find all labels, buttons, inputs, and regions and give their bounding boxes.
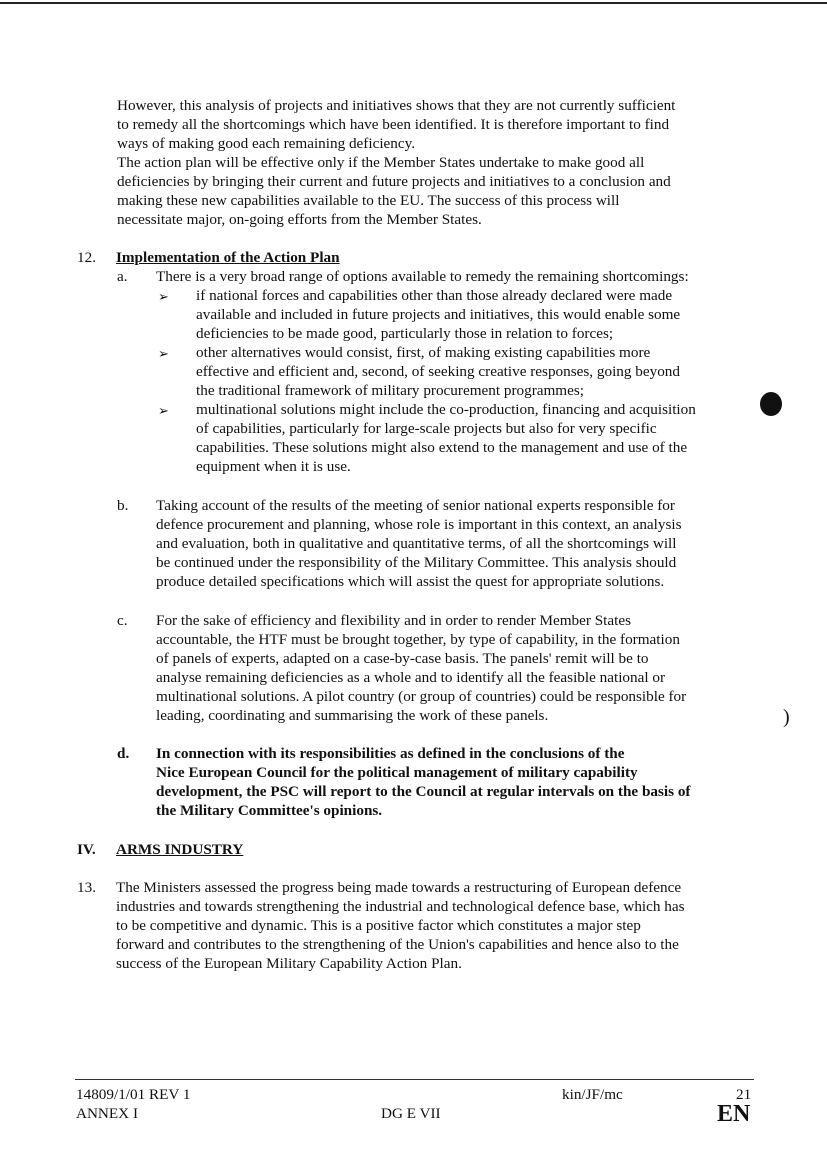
- item-c-line: multinational solutions. A pilot country (or group of countries) could be responsible for: [156, 688, 687, 705]
- item-d-line: the Military Committee's opinions.: [156, 802, 383, 819]
- bullet-1: [196, 286, 680, 343]
- footer-doc-ref: 14809/1/01 REV 1: [76, 1086, 191, 1103]
- item-b-line: defence procurement and planning, whose role is important in this context, an analysis: [156, 516, 682, 533]
- item-b-line: produce detailed specifications which will assist the quest for appropriate solutions.: [156, 573, 665, 590]
- intro-line: However, this analysis of projects and initiatives shows that they are not currently sufficient: [117, 97, 676, 114]
- intro-line: to remedy all the shortcomings which have been identified. It is therefore important to find: [117, 116, 670, 133]
- item-d-line: development, the PSC will report to the Council at regular intervals on the basis of: [156, 783, 691, 800]
- item-c-line: of panels of experts, adapted on a case-by-case basis. The panels' remit will be to: [156, 650, 649, 667]
- item-b-label: b.: [117, 497, 129, 514]
- section-iv-heading: ARMS INDUSTRY: [116, 841, 244, 858]
- section-13-number: 13.: [77, 879, 96, 896]
- intro-line: necessitate major, on-going efforts from the Member States.: [117, 211, 482, 228]
- item-d-label: d.: [117, 745, 130, 762]
- section-13-line: forward and contributes to the strengthening of the Union's capabilities and hence also to the: [116, 936, 679, 953]
- intro-paragraph: [117, 96, 675, 229]
- item-c-line: For the sake of efficiency and flexibility and in order to render Member States: [156, 612, 632, 629]
- section-13-line: success of the European Military Capability Action Plan.: [116, 955, 462, 972]
- section-13-text: [116, 878, 685, 973]
- item-a-label: a.: [117, 268, 128, 285]
- bullet-arrow-icon: ➢: [158, 346, 169, 361]
- item-c-line: leading, coordinating and summarising the work of these panels.: [156, 707, 549, 724]
- footer-dg: DG E VII: [381, 1105, 441, 1122]
- bullet-2: [196, 343, 680, 400]
- bullet-line: equipment when it is use.: [196, 458, 351, 475]
- footer-initials: kin/JF/mc: [562, 1086, 623, 1103]
- intro-line: deficiencies by bringing their current and future projects and initiatives to a conclusion and: [117, 173, 671, 190]
- item-b-line: be continued under the responsibility of the Military Committee. This analysis should: [156, 554, 677, 571]
- section-13-line: industries and towards strengthening the industrial and technological defence base, which has: [116, 898, 685, 915]
- item-a-text: There is a very broad range of options available to remedy the remaining shortcomings:: [156, 268, 689, 285]
- bullet-arrow-icon: ➢: [158, 403, 169, 418]
- item-d-text: [156, 744, 691, 820]
- bullet-line: multinational solutions might include the co-production, financing and acquisition: [196, 401, 696, 418]
- footer-language: EN: [717, 1101, 751, 1127]
- item-b-text: [156, 496, 682, 591]
- item-d-line: Nice European Council for the political management of military capability: [156, 764, 638, 781]
- top-rule: [0, 2, 827, 4]
- item-c-line: accountable, the HTF must be brought together, by type of capability, in the formation: [156, 631, 680, 648]
- bullet-line: available and included in future projects and initiatives, this would enable some: [196, 306, 681, 323]
- bullet-line: effective and efficient and, second, of seeking creative responses, going beyond: [196, 363, 680, 380]
- ink-blot: [760, 392, 782, 416]
- bullet-line: if national forces and capabilities other than those already declared were made: [196, 287, 673, 304]
- bullet-line: of capabilities, particularly for large-scale projects but also for very specific: [196, 420, 657, 437]
- intro-line: The action plan will be effective only if the Member States undertake to make good all: [117, 154, 645, 171]
- intro-line: making these new capabilities available to the EU. The success of this process will: [117, 192, 620, 209]
- item-c-text: [156, 611, 686, 725]
- bullet-line: the traditional framework of military procurement programmes;: [196, 382, 584, 399]
- footer-annex: ANNEX I: [76, 1105, 139, 1122]
- footer-page-number: 21: [736, 1086, 752, 1103]
- bullet-line: other alternatives would consist, first, of making existing capabilities more: [196, 344, 651, 361]
- bullet-3: [196, 400, 696, 476]
- bullet-line: deficiencies to be made good, particularly those in relation to forces;: [196, 325, 614, 342]
- intro-line: ways of making good each remaining deficiency.: [117, 135, 416, 152]
- section-iv-number: IV.: [77, 841, 96, 858]
- item-b-line: and evaluation, both in qualitative and quantitative terms, of all the shortcomings will: [156, 535, 677, 552]
- section-13-line: to be competitive and dynamic. This is a positive factor which constitutes a major step: [116, 917, 641, 934]
- bullet-arrow-icon: ➢: [158, 289, 169, 304]
- section-12-number: 12.: [77, 249, 96, 266]
- item-c-label: c.: [117, 612, 128, 629]
- section-12-heading: Implementation of the Action Plan: [116, 249, 340, 266]
- footer-rule: [75, 1079, 754, 1080]
- item-d-line: In connection with its responsibilities as defined in the conclusions of the: [156, 745, 625, 762]
- section-13-line: The Ministers assessed the progress being made towards a restructuring of European defence: [116, 879, 682, 896]
- item-c-line: analyse remaining deficiencies as a whole and to identify all the feasible national or: [156, 669, 666, 686]
- bullet-line: capabilities. These solutions might also extend to the management and use of the: [196, 439, 688, 456]
- margin-mark: ): [783, 706, 790, 728]
- item-b-line: Taking account of the results of the meeting of senior national experts responsible for: [156, 497, 675, 514]
